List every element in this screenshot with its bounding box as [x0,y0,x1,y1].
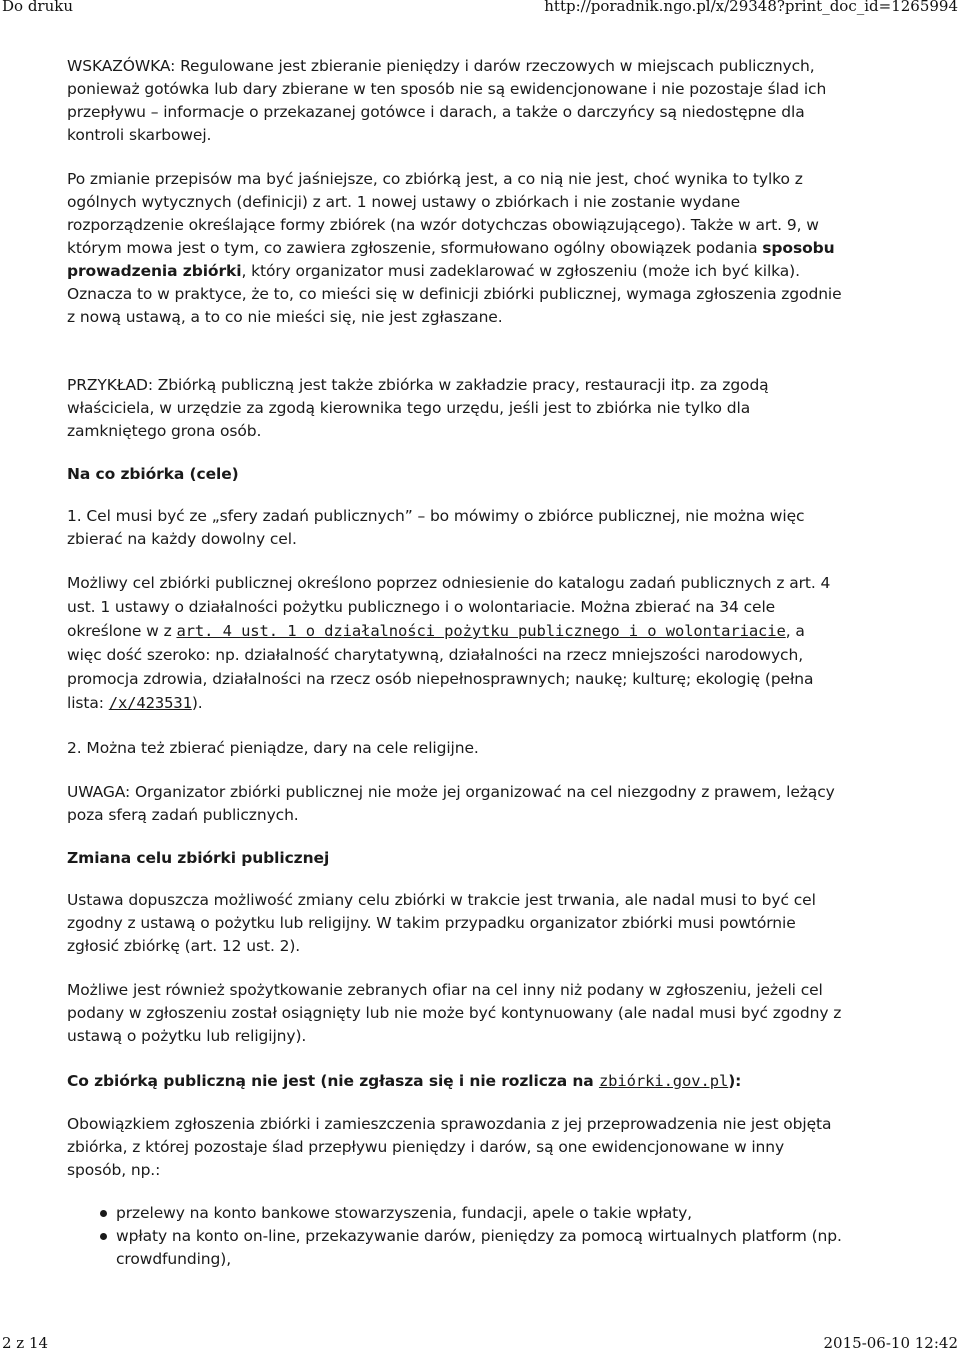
page-counter: 2 z 14 [2,1334,49,1352]
print-timestamp: 2015-06-10 12:42 [823,1334,958,1352]
zbiorki-gov-link[interactable]: zbiórki.gov.pl [598,1072,729,1090]
exemptions-list [67,1202,842,1271]
article-body [67,55,842,1271]
list-item: przelewy na konto bankowe stowarzyszenia, fundacji, apele o takie wpłaty, [67,1202,842,1225]
print-footer [0,1334,960,1354]
goal-2-paragraph: 2. Można też zbierać pieniądze, dary na cele religijne. [67,739,479,757]
catalog-paragraph: Możliwy cel zbiórki publicznej określono poprzez odniesienie do katalogu zadań publicznych z art. 4 ust. 1 ustawy o działalności pożytku publicznego i o wolontariacie. Można zbierać na 34 cele określone w z art. 4 ust. 1 o działalności pożytku publicznego i o wolontariacie, a więc dość szeroko: np. działalność charytatywną, działalności na rzecz mniejszości narodowych, promocja zdrowia, działalności na rzecz osób niepełnosprawnych; naukę; kulturę; ekologię (pełna lista: /x/423531). [67,574,831,712]
tip-paragraph: WSKAZÓWKA: Regulowane jest zbieranie pieniędzy i darów rzeczowych w miejscach publicznych, ponieważ gotówka lub dary zbierane w ten sposób nie są ewidencjonowane i nie pozostaje ślad ich przepływu – informacje o przekazanej gotówce i darach, a także o darczyńcy są niedostępne dla kontroli skarbowej. [67,57,827,144]
example-paragraph: PRZYKŁAD: Zbiórką publiczną jest także zbiórka w zakładzie pracy, restauracji itp. za zgodą właściciela, w urzędzie za zgodą kierownika tego urzędu, jeśli jest to zbiórka nie tylko dla zamkniętego grona osób. [67,376,769,440]
emphasis-text: sposobu prowadzenia zbiórki [67,239,835,280]
section-heading-goals: Na co zbiórka (cele) [67,465,239,483]
rules-paragraph: Po zmianie przepisów ma być jaśniejsze, co zbiórką jest, a co nią nie jest, choć wynika to tylko z ogólnych wytycznych (definicji) z art. 1 nowej ustawy o zbiórkach i nie zostanie wydane rozporządzenie określające formy zbiórek (na wzór dotychczas obowiązującego). Także w art. 9, w którym mowa jest o tym, co zawiera zgłoszenie, sformułowano ogólny obowiązek podania sposobu prowadzenia zbiórki, który organizator musi zadeklarować w zgłoszeniu (może ich być kilka). Oznacza to w praktyce, że to, co mieści się w definicji zbiórki publicznej, wymaga zgłoszenia zgodnie z nową ustawą, a to co nie mieści się, nie jest zgłaszane. [67,170,842,326]
section-heading-change: Zmiana celu zbiórki publicznej [67,849,330,867]
law-article-link[interactable]: art. 4 ust. 1 o działalności pożytku publicznego i o wolontariacie [176,622,786,640]
print-header-title: Do druku [2,0,74,15]
change-paragraph: Ustawa dopuszcza możliwość zmiany celu zbiórki w trakcie jest trwania, ale nadal musi to być cel zgodny z ustawą o pożytku lub religijny. W takim przypadku organizator zbiórki musi powtórnie zgłosić zbiórkę (art. 12 ust. 2). [67,891,816,955]
warning-paragraph: UWAGA: Organizator zbiórki publicznej nie może jej organizować na cel niezgodny z prawem, leżący poza sferą zadań publicznych. [67,783,835,824]
list-item: wpłaty na konto on-line, przekazywanie darów, pieniędzy za pomocą wirtualnych platform (np. crowdfunding), [67,1225,842,1271]
goal-1-paragraph: 1. Cel musi być ze „sfery zadań publicznych” – bo mówimy o zbiórce publicznej, nie można więc zbierać na każdy dowolny cel. [67,507,805,548]
obligation-paragraph: Obowiązkiem zgłoszenia zbiórki i zamieszczenia sprawozdania z jej przeprowadzenia nie jest objęta zbiórka, z której pozostaje ślad przepływu pieniędzy i darów, są one ewidencjonowane w inny sposób, np.: [67,1115,832,1179]
section-heading-not-collection: Co zbiórką publiczną nie jest (nie zgłasza się i nie rozlicza na zbiórki.gov.pl): [67,1072,742,1090]
full-list-link[interactable]: /x/423531 [108,694,192,712]
reuse-paragraph: Możliwe jest również spożytkowanie zebranych ofiar na cel inny niż podany w zgłoszeniu, jeżeli cel podany w zgłoszeniu został osiągnięty lub nie może być kontynuowany (ale nadal musi być zgodny z ustawą o pożytku lub religijny). [67,981,842,1045]
print-header [0,0,960,17]
print-header-url: http://poradnik.ngo.pl/x/29348?print_doc_id=1265994 [544,0,958,15]
